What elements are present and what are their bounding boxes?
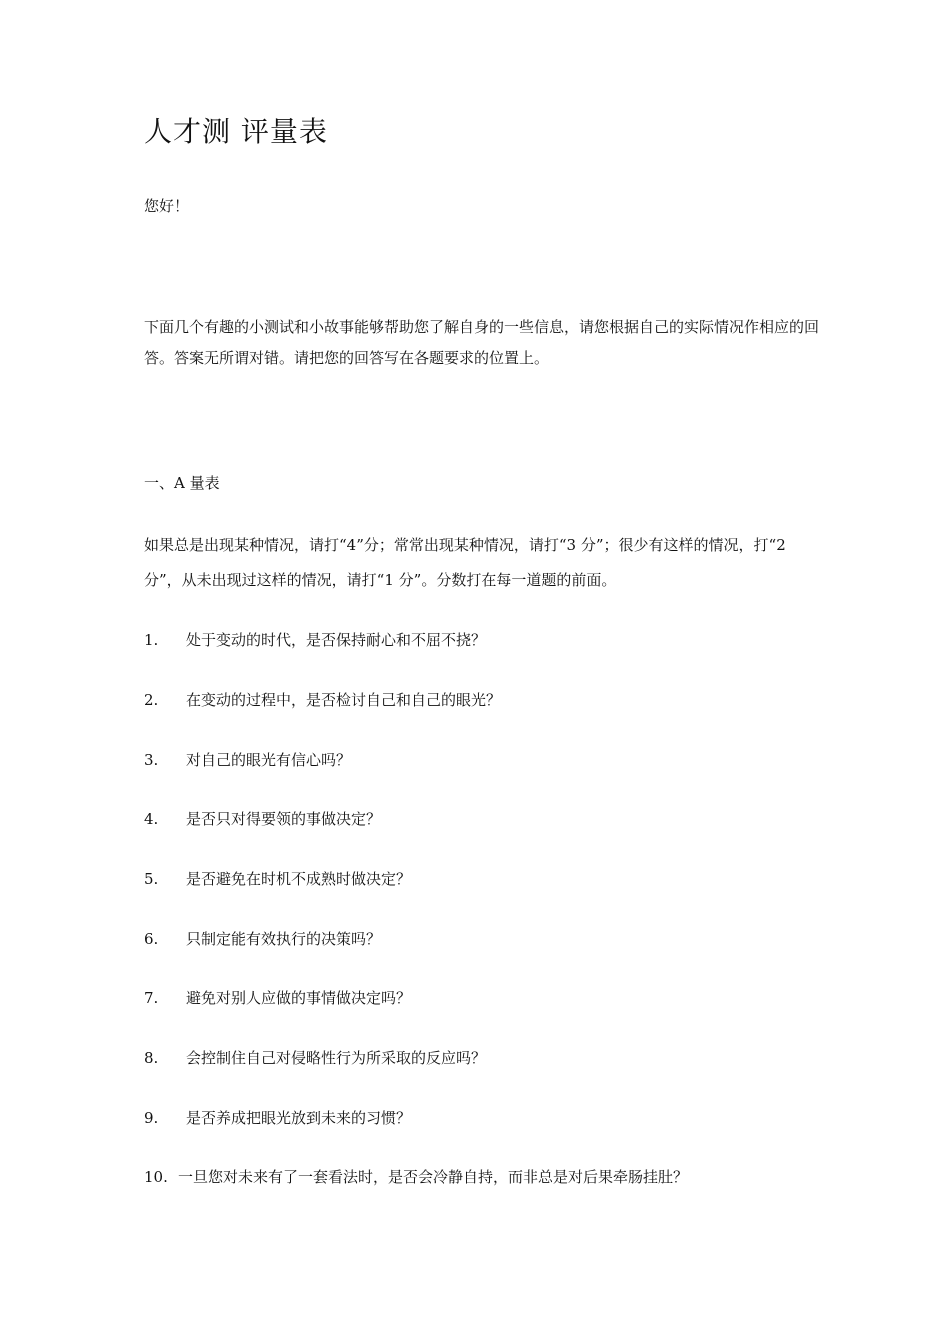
question-text: 只制定能有效执行的决策吗？ xyxy=(186,930,382,948)
question-item xyxy=(144,1166,688,1187)
document-title: 人才测 评量表 xyxy=(144,115,328,148)
question-text: 处于变动的时代，是否保持耐心和不屈不挠？ xyxy=(186,631,487,649)
question-number: 1. xyxy=(144,631,159,649)
question-number: 8. xyxy=(144,1049,159,1067)
question-item xyxy=(144,808,381,829)
question-number: 5. xyxy=(144,870,159,888)
question-item xyxy=(144,689,501,710)
question-number: 2. xyxy=(144,691,159,709)
question-number: 6. xyxy=(144,930,159,948)
question-number: 3. xyxy=(144,751,159,769)
question-text: 对自己的眼光有信心吗？ xyxy=(186,751,352,769)
question-item xyxy=(144,629,486,650)
question-text: 在变动的过程中，是否检讨自己和自己的眼光？ xyxy=(186,691,502,709)
intro-paragraph: 下面几个有趣的小测试和小故事能够帮助您了解自身的一些信息，请您根据自己的实际情况作相应的回答。答案无所谓对错。请把您的回答写在各题要求的位置上。 xyxy=(144,318,820,367)
question-number: 10. xyxy=(144,1168,168,1186)
question-item xyxy=(144,868,411,889)
question-text: 是否避免在时机不成熟时做决定？ xyxy=(186,870,412,888)
question-item xyxy=(144,987,411,1008)
question-item xyxy=(144,928,381,949)
section-heading: 一、A 量表 xyxy=(144,474,220,492)
question-text: 避免对别人应做的事情做决定吗？ xyxy=(186,989,412,1007)
question-text: 一旦您对未来有了一套看法时，是否会冷静自持，而非总是对后果牵肠挂肚？ xyxy=(178,1168,689,1186)
greeting: 您好！ xyxy=(144,197,190,215)
question-item xyxy=(144,1047,486,1068)
question-text: 会控制住自己对侵略性行为所采取的反应吗？ xyxy=(186,1049,487,1067)
question-text: 是否只对得要领的事做决定？ xyxy=(186,810,382,828)
question-text: 是否养成把眼光放到未来的习惯？ xyxy=(186,1109,412,1127)
question-item xyxy=(144,1107,411,1128)
question-number: 9. xyxy=(144,1109,159,1127)
question-number: 7. xyxy=(144,989,159,1007)
scoring-instructions: 如果总是出现某种情况，请打“4”分；常常出现某种情况，请打“3 分”；很少有这样的情况，打“2 分”，从未出现过这样的情况，请打“1 分”。分数打在每一道题的前面。 xyxy=(144,536,786,589)
question-number: 4. xyxy=(144,810,159,828)
question-item xyxy=(144,749,351,770)
